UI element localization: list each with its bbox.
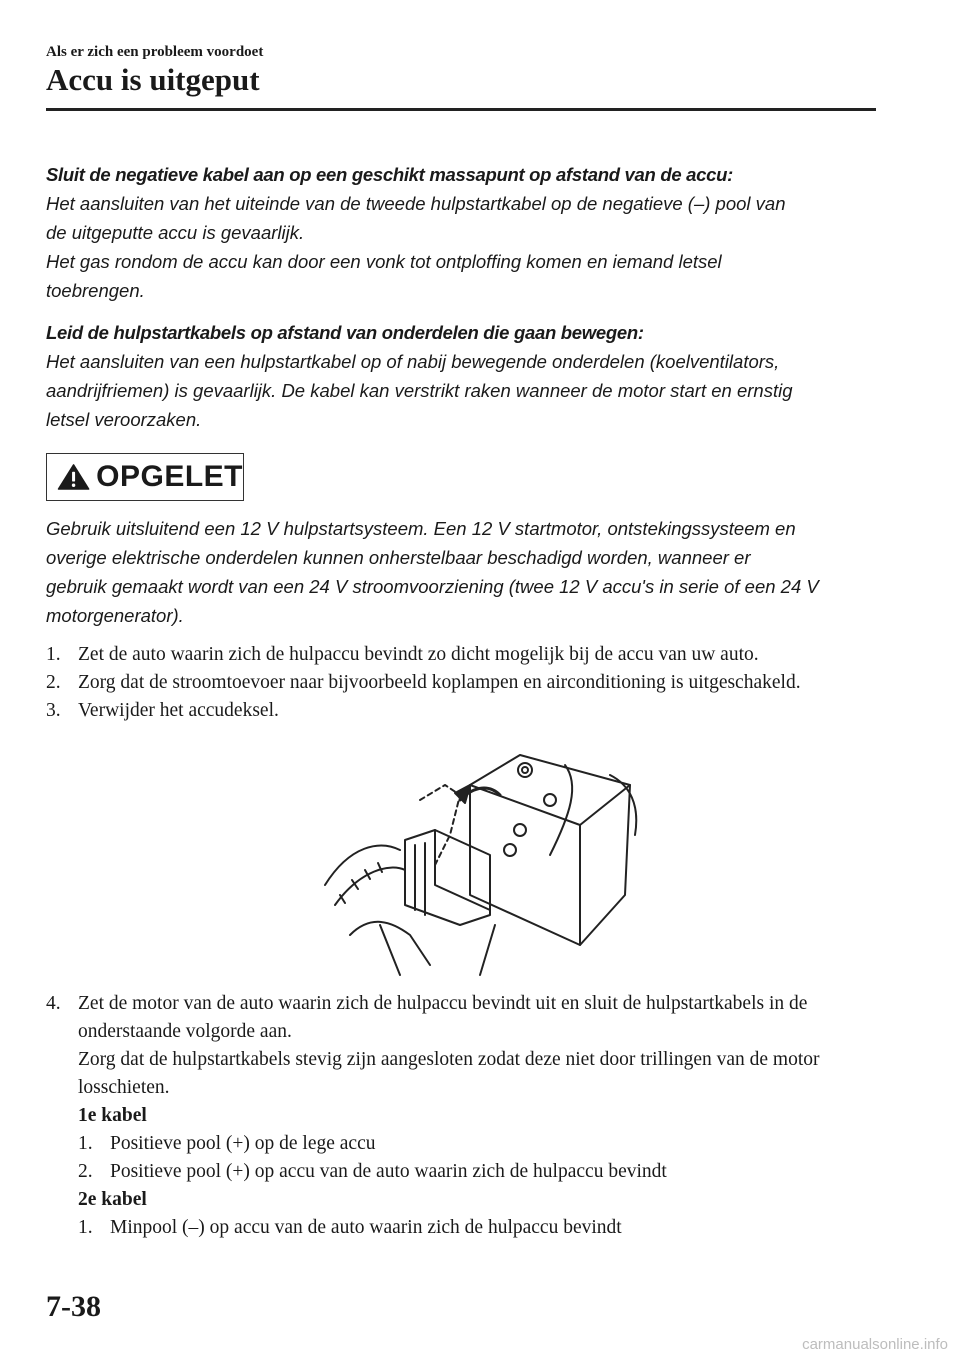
warning-triangle-icon [57,459,90,495]
step-number: 3. [46,700,61,721]
step-item [46,641,876,669]
step-number: 2. [46,672,61,693]
warning-line: aandrijfriemen) is gevaarlijk. De kabel kan verstrikt raken wanneer de motor start en ernstig [46,380,793,401]
steps-list [46,641,876,725]
warning-line: Het aansluiten van het uiteinde van de tweede hulpstartkabel op de negatieve (–) pool van [46,193,786,214]
warning-block-1 [46,160,876,305]
step-text: Zorg dat de stroomtoevoer naar bijvoorbeeld koplampen en airconditioning is uitgeschakeld. [78,672,801,693]
cable-step-number: 1. [78,1217,93,1238]
step-number: 1. [46,644,61,665]
cable-step-text: Positieve pool (+) op accu van de auto waarin zich de hulpaccu bevindt [110,1161,667,1182]
cable-heading: 1e kabel [78,1105,147,1126]
cable-step [78,1158,876,1186]
caution-line: motorgenerator). [46,605,184,626]
caution-label: OPGELET [96,460,243,493]
cable-heading: 2e kabel [78,1189,147,1210]
section-label: Als er zich een probleem voordoet [46,44,264,60]
warning-line: Het aansluiten van een hulpstartkabel op of nabij bewegende onderdelen (koelventilators, [46,351,780,372]
step-text: Zet de motor van de auto waarin zich de hulpaccu bevindt uit en sluit de hulpstartkabels in de onderstaande volgorde aan. [78,993,808,1042]
step-item [46,669,876,697]
battery-cover-illustration [320,745,640,985]
warning-heading: Sluit de negatieve kabel aan op een geschikt massapunt op afstand van de accu: [46,164,734,185]
step-text: Zet de auto waarin zich de hulpaccu bevindt zo dicht mogelijk bij de accu van uw auto. [78,644,759,665]
watermark: carmanualsonline.info [802,1336,948,1353]
warning-line: de uitgeputte accu is gevaarlijk. [46,222,305,243]
page-number: 7-38 [46,1290,101,1323]
caution-text [46,514,876,630]
warning-heading: Leid de hulpstartkabels op afstand van onderdelen die gaan bewegen: [46,322,644,343]
cable-step [78,1130,876,1158]
step-text: Zorg dat de hulpstartkabels stevig zijn aangesloten zodat deze niet door trillingen van de motor losschieten. [78,1049,820,1098]
warning-line: letsel veroorzaken. [46,409,202,430]
caution-box [46,453,244,501]
step-text: Verwijder het accudeksel. [78,700,279,721]
step-number: 4. [46,993,61,1014]
warning-block-2 [46,318,876,434]
title-rule [46,108,876,111]
caution-line: gebruik gemaakt wordt van een 24 V stroomvoorziening (twee 12 V accu's in serie of een 24 V [46,576,819,597]
cable-step-number: 1. [78,1133,93,1154]
cable-step-text: Minpool (–) op accu van de auto waarin zich de hulpaccu bevindt [110,1217,622,1238]
step-item [46,697,876,725]
caution-line: overige elektrische onderdelen kunnen onherstelbaar beschadigd worden, wanneer er [46,547,751,568]
warning-line: Het gas rondom de accu kan door een vonk tot ontploffing komen en iemand letsel [46,251,722,272]
step-4 [46,990,876,1242]
cable-step-number: 2. [78,1161,93,1182]
caution-line: Gebruik uitsluitend een 12 V hulpstartsysteem. Een 12 V startmotor, ontstekingssysteem en [46,518,796,539]
warning-line: toebrengen. [46,280,145,301]
step-item [46,990,876,1242]
cable-step [78,1214,876,1242]
cable-step-text: Positieve pool (+) op de lege accu [110,1133,376,1154]
page-title: Accu is uitgeput [46,62,260,97]
